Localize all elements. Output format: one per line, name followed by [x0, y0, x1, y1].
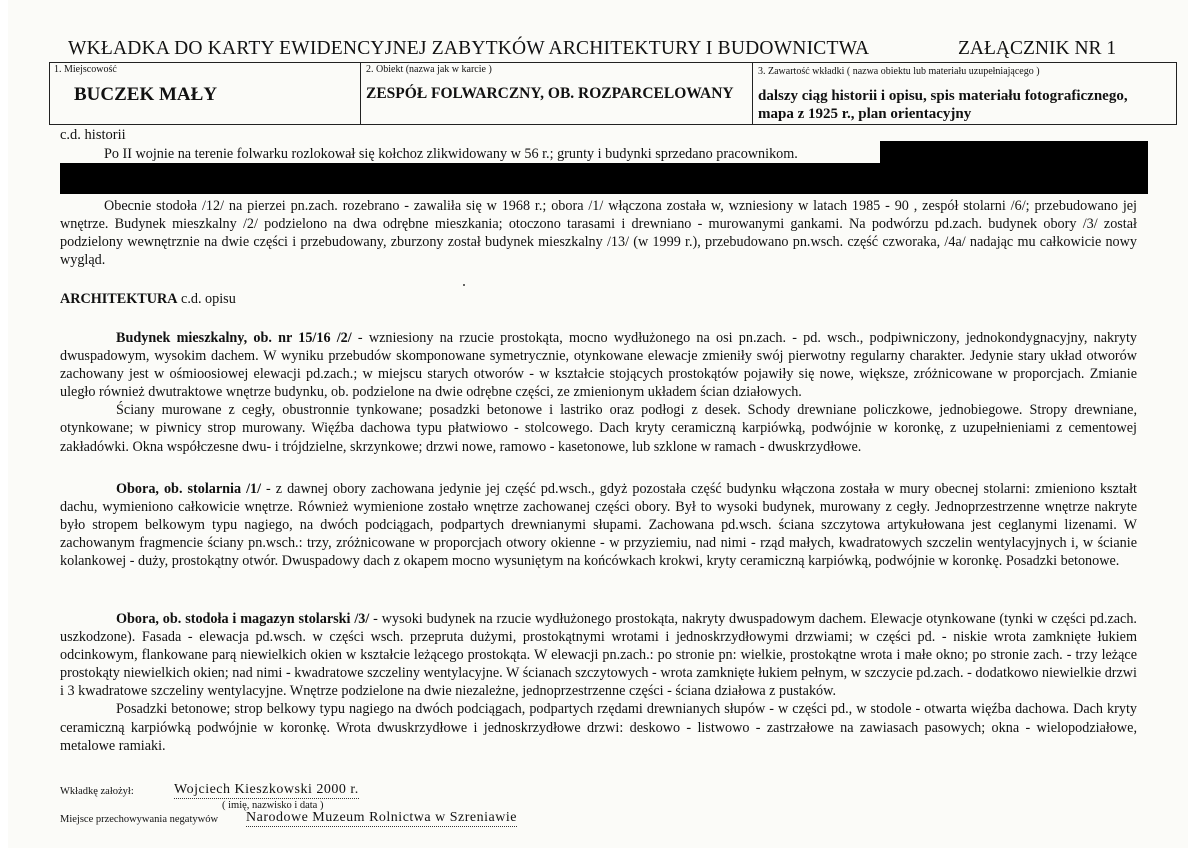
cowshed-barn-description: Obora, ob. stodoła i magazyn stolarski /3/ - wysoki budynek na rzucie wydłużonego prostokąta, nakryty dwuspadowym dachem. Elewacje otynkowane (tynki w części pd.zach. uszkodzone). Fasada - elewacja pd.wsch. w części wsch. przepruta dużymi, prostokątnymi wrotami i jednoskrzydłowymi drzwiami; w części pd. - niskie wrota zamknięte łukiem odcinkowym, flankowane parą niewielkich okien w kształcie leżącego prostokąta. W elewacji pn.zach.: po stronie pn: wielkie, prostokątne wrota i małe okno; po stronie zach. - trzy leżące prostokąty niewielkich okien; nad nimi - kwadratowe szczeliny wentylacyjne. W ścianach szczytowych - wrota zamknięte łukiem pełnym, w szczycie pd.zach. - dodatkowo niewielkie drzwi i 3 kwadratowe szczeliny wentylacyjne. Wnętrze podzielone na dwie niezależne, jednoprzestrzenne części - ściana działowa z pustaków. Posadzki betonowe; strop belkowy typu nagiego na dwóch podciągach, podpartych rzędami drewnianych słupów - w części pd., w stodole - otwarta więźba dachowa. Dach kryty ceramiczną karpiówką podwójnie w koronkę. Wrota dwuskrzydłowe i jednoskrzydłowe drzwi: deskowo - listwowo - zastrzałowe na zawiasach pasowych; okna - wielopodziałowe, metalowe ramiaki.: [60, 611, 1137, 754]
table-divider-1: [360, 62, 361, 125]
redaction-block-2: [60, 163, 1148, 194]
cowshed-carpentry-title: Obora, ob. stolarnia /1/: [116, 481, 262, 497]
contents-value-line1: dalszy ciąg historii i opisu, spis materiału fotograficznego,: [758, 88, 1128, 104]
author-label: Wkładkę założył:: [60, 786, 134, 797]
table-top-border: [49, 62, 1177, 63]
table-bottom-border: [49, 124, 1177, 125]
object-label: 2. Obiekt (nazwa jak w karcie ): [366, 64, 492, 75]
table-right-border: [1176, 62, 1177, 125]
residential-building-title: Budynek mieszkalny, ob. nr 15/16 /2/: [116, 330, 352, 346]
history-paragraph-2: Obecnie stodoła /12/ na pierzei pn.zach. rozebrano - zawaliła się w 1968 r.; obora /1/ włączona została w, wzniesiony w latach 1985 - 90 , zespół stolarni /6/; przebudowano jej wnętrze. Budynek mieszkalny /2/ podzielono na dwa odrębne mieszkania; otoczono tarasami i drewniano - murowanymi gankami. Na podwórzu pd.zach. budynek obory /3/ został podzielony wewnętrznie na dwie części i przebudowany, zburzony został budynek mieszkalny /13/ (w 1999 r.), przebudowano pn.wsch. część czworaka, /4a/ nadając mu całkowicie nowy wygląd.: [60, 198, 1137, 269]
locality-value: BUCZEK MAŁY: [74, 84, 218, 105]
table-divider-2: [752, 62, 753, 125]
author-sublabel: ( imię, nazwisko i data ): [222, 800, 324, 811]
cowshed-carpentry-description: Obora, ob. stolarnia /1/ - z dawnej obory zachowana jedynie jej część pd.wsch., gdyż pozostała część budynku włączona została w mury obecnej stolarni: zmieniono kształt dachu, wymieniono całkowicie wnętrze. Również wymienione zostało wnętrze zachowanej części obory. Był to wysoki budynek, murowany z cegły. Jednoprzestrzenne wnętrze nakryte było stropem belkowym typu nagiego, na dwóch podciągach, podpartych drewnianymi słupami. Zachowana pd.wsch. ściana szczytowa artykułowana jest ceglanymi lizenami. W zachowanym fragmencie ściany pn.wsch.: trzy, zróżnicowane w proporcjach otwory okienne - w przyziemiu, nad nimi - rząd małych, kwadratowych szczelin wentylacyjnych i, w ścianie kolankowej - duży, prostokątny otwór. Dwuspadowy dach z okapem mocno wysuniętym na końcówkach krokwi, kryty ceramiczną karpiówką, podwójnie w koronkę. Posadzki betonowe.: [60, 481, 1137, 570]
annex-number: ZAŁĄCZNIK NR 1: [958, 38, 1117, 59]
speck: [463, 284, 465, 286]
document-sheet: [8, 0, 1188, 848]
locality-label: 1. Miejscowość: [54, 64, 117, 75]
document-title: WKŁADKA DO KARTY EWIDENCYJNEJ ZABYTKÓW ARCHITEKTURY I BUDOWNICTWA: [68, 38, 870, 59]
history-heading: c.d. historii: [60, 127, 126, 143]
history-paragraph-1: Po II wojnie na terenie folwarku rozlokował się kołchoz zlikwidowany w 56 r.; grunty i budynki sprzedano pracownikom.: [104, 146, 798, 162]
residential-building-description: Budynek mieszkalny, ob. nr 15/16 /2/ - wzniesiony na rzucie prostokąta, mocno wydłużonego na osi pn.zach. - pd. wsch., podpiwniczony, jednokondygnacyjny, nakryty dwuspadowym, wysokim dachem. W wyniku przebudów skomponowane symetrycznie, otynkowane elewacje zmieniły swój pierwotny regularny charakter. Jedynie stary układ otworów zachowany jest w ośmioosiowej elewacji pd.zach.; w miejscu starych otworów - w kształcie stojących prostokątów pojawiły się nowe, większe, zróżnicowane w proporcjach. Zmianie uległo również dwutraktowe wnętrze budynku, ob. podzielone na dwie odrębne części, ze zmienionym układem ścian działowych. Ściany murowane z cegły, obustronnie tynkowane; posadzki betonowe i lastriko oraz podłogi z desek. Schody drewniane policzkowe, jednobiegowe. Stropy drewniane, otynkowane; w piwnicy strop murowany. Więźba dachowa typu płatwiowo - stolcowego. Dach kryty ceramiczną karpiówką, podwójnie w koronkę, z uzupełnieniami z cementowej zakładówki. Okna współczesne dwu- i trójdzielne, skrzynkowe; drzwi nowe, ramowo - kasetonowe, lub szklone w ramach - dwuskrzydłowe.: [60, 330, 1137, 455]
contents-value-line2: mapa z 1925 r., plan orientacyjny: [758, 106, 972, 122]
table-left-border: [49, 62, 50, 125]
object-value: ZESPÓŁ FOLWARCZNY, OB. ROZPARCELOWANY: [366, 85, 734, 102]
contents-label: 3. Zawartość wkładki ( nazwa obiektu lub materiału uzupełniającego ): [758, 66, 1040, 77]
storage-label: Miejsce przechowywania negatywów: [60, 814, 219, 825]
author-value: Wojciech Kieszkowski 2000 r.: [174, 782, 359, 797]
cowshed-barn-title: Obora, ob. stodoła i magazyn stolarski /3/: [116, 611, 370, 627]
architecture-heading: ARCHITEKTURA c.d. opisu: [60, 291, 236, 307]
redaction-block-1: [880, 141, 1148, 164]
storage-value: Narodowe Muzeum Rolnictwa w Szreniawie: [246, 810, 517, 825]
